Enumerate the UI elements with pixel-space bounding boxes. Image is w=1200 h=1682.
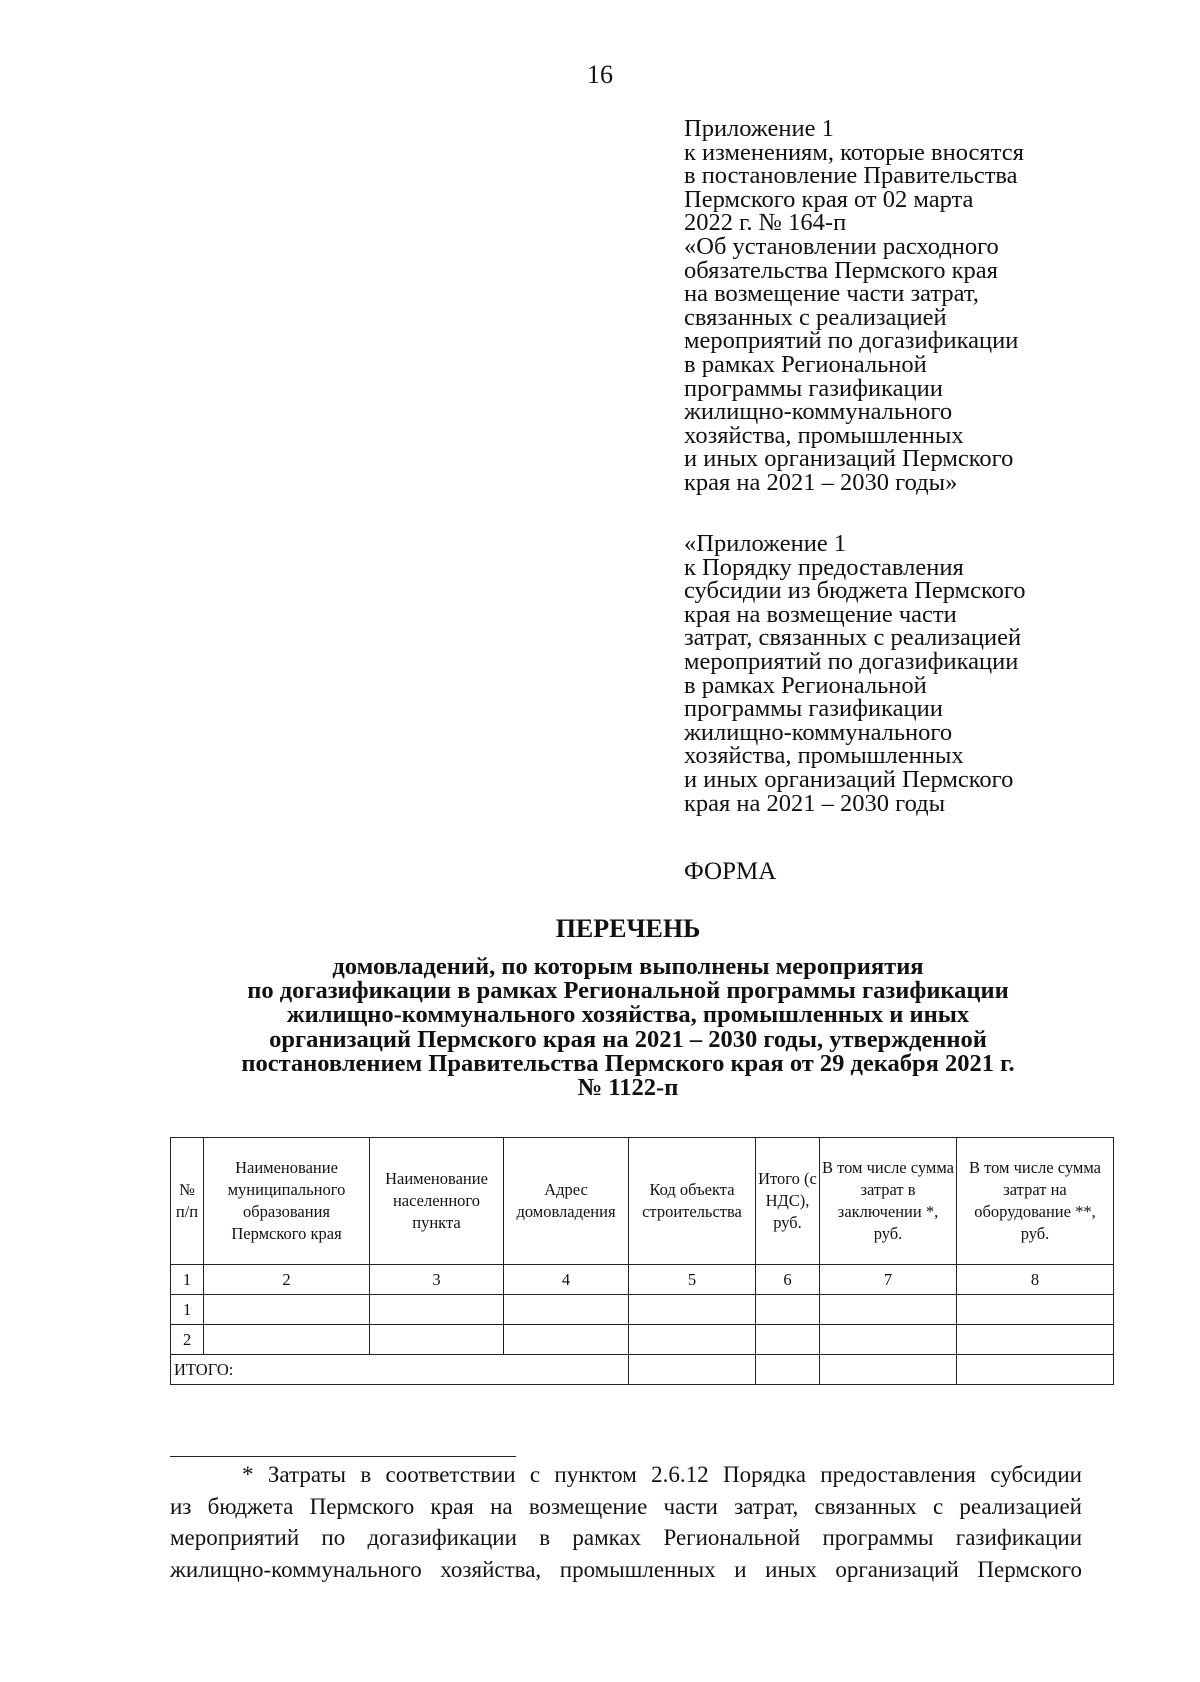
appendix-1-line: и иных организаций Пермского [684, 445, 1014, 473]
appendix-1-line: 2022 г. № 164-п [684, 209, 847, 237]
appendix-1-line: обязательства Пермского края [684, 256, 998, 284]
page-number: 16 [587, 60, 613, 89]
table-cell [756, 1325, 820, 1355]
appendix-1-line: хозяйства, промышленных [684, 421, 964, 449]
header-cell: Итого (с НДС), руб. [756, 1138, 820, 1265]
table-cell [204, 1295, 370, 1325]
table-row [171, 1295, 1114, 1325]
appendix-1-line: в постановление Правительства [684, 162, 1018, 190]
table-cell [629, 1295, 756, 1325]
appendix-2-line: и иных организаций Пермского [684, 765, 1014, 793]
appendix-1-block [684, 117, 1104, 495]
footnote-line: мероприятий по догазификации в рамках Региональной программы газификации [170, 1525, 1082, 1550]
table-cell [370, 1295, 504, 1325]
header-cell: Наименование населенного пункта [370, 1138, 504, 1265]
total-label: ИТОГО: [171, 1355, 629, 1385]
appendix-2-line: края на возмещение части [684, 600, 957, 628]
column-number-cell: 6 [756, 1265, 820, 1295]
households-table [170, 1137, 1114, 1385]
total-cell [820, 1355, 957, 1385]
header-cell: № п/п [171, 1138, 204, 1265]
column-number-cell: 8 [957, 1265, 1114, 1295]
appendix-2-line: к Порядку предоставления [684, 553, 964, 581]
appendix-1-line: жилищно-коммунального [684, 398, 953, 426]
header-cell: Наименование муниципального образования Пермского края [204, 1138, 370, 1265]
table-cell [820, 1295, 957, 1325]
appendix-2-block [684, 532, 1104, 815]
appendix-1-line: мероприятий по догазификации [684, 327, 1019, 355]
appendix-2-line: мероприятий по догазификации [684, 647, 1019, 675]
table-cell [820, 1325, 957, 1355]
footnote-divider [170, 1456, 516, 1457]
header-cell: В том числе сумма затрат на оборудование **, руб. [957, 1138, 1114, 1265]
table-cell [957, 1295, 1114, 1325]
footnote-line: из бюджета Пермского края на возмещение части затрат, связанных с реализацией [170, 1493, 1082, 1519]
document-subtitle [150, 955, 1106, 1100]
subtitle-line: № 1122-п [577, 1074, 679, 1102]
total-cell [957, 1355, 1114, 1385]
column-number-cell: 1 [171, 1265, 204, 1295]
appendix-1-line: края на 2021 – 2030 годы» [684, 468, 958, 496]
row-number-cell: 2 [171, 1325, 204, 1355]
column-number-cell: 3 [370, 1265, 504, 1295]
table-cell [504, 1295, 629, 1325]
appendix-2-line: субсидии из бюджета Пермского [684, 577, 1026, 605]
total-cell [756, 1355, 820, 1385]
appendix-1-line: в рамках Региональной [684, 350, 927, 378]
subtitle-line: по догазификации в рамках Региональной программы газификации [247, 977, 1009, 1005]
appendix-2-line: жилищно-коммунального [684, 718, 953, 746]
appendix-1-line: на возмещение части затрат, [684, 280, 979, 308]
table-cell [756, 1295, 820, 1325]
table-cell [370, 1325, 504, 1355]
appendix-2-line: хозяйства, промышленных [684, 742, 964, 770]
appendix-1-line: Пермского края от 02 марта [684, 185, 974, 213]
subtitle-line: постановлением Правительства Пермского края от 29 декабря 2021 г. [241, 1049, 1015, 1077]
appendix-2-line: в рамках Региональной [684, 671, 927, 699]
form-label: ФОРМА [684, 858, 777, 885]
table-cell [504, 1325, 629, 1355]
appendix-1-line: «Об установлении расходного [684, 232, 999, 260]
appendix-2-line: «Приложение 1 [684, 530, 847, 557]
appendix-1-line: Приложение 1 [684, 115, 834, 142]
document-title: ПЕРЕЧЕНЬ [555, 914, 701, 943]
appendix-2-line: края на 2021 – 2030 годы [684, 789, 946, 817]
subtitle-line: домовладений, по которым выполнены мероприятия [332, 953, 924, 980]
table-cell [957, 1325, 1114, 1355]
column-number-row [171, 1265, 1114, 1295]
total-cell [629, 1355, 756, 1385]
footnote-line: * Затраты в соответствии с пунктом 2.6.12 Порядка предоставления субсидии [242, 1462, 1082, 1487]
header-cell: В том числе сумма затрат в заключении *, руб. [820, 1138, 957, 1265]
table-header-row [171, 1138, 1114, 1265]
column-number-cell: 2 [204, 1265, 370, 1295]
column-number-cell: 5 [629, 1265, 756, 1295]
row-number-cell: 1 [171, 1295, 204, 1325]
header-cell: Адрес домовладения [504, 1138, 629, 1265]
appendix-1-line: к изменениям, которые вносятся [684, 138, 1024, 166]
appendix-2-line: затрат, связанных с реализацией [684, 624, 1022, 652]
table-cell [204, 1325, 370, 1355]
subtitle-line: жилищно-коммунального хозяйства, промышленных и иных [286, 1001, 970, 1029]
column-number-cell: 4 [504, 1265, 629, 1295]
table-row [171, 1325, 1114, 1355]
subtitle-line: организаций Пермского края на 2021 – 2030 годы, утвержденной [269, 1025, 987, 1053]
appendix-2-line: программы газификации [684, 695, 943, 723]
appendix-1-line: связанных с реализацией [684, 303, 947, 331]
column-number-cell: 7 [820, 1265, 957, 1295]
appendix-1-line: программы газификации [684, 374, 943, 402]
table-cell [629, 1325, 756, 1355]
header-cell: Код объекта строительства [629, 1138, 756, 1265]
footnote [170, 1459, 1082, 1585]
footnote-line: жилищно-коммунального хозяйства, промышленных и иных организаций Пермского [170, 1556, 1082, 1582]
total-row [171, 1355, 1114, 1385]
